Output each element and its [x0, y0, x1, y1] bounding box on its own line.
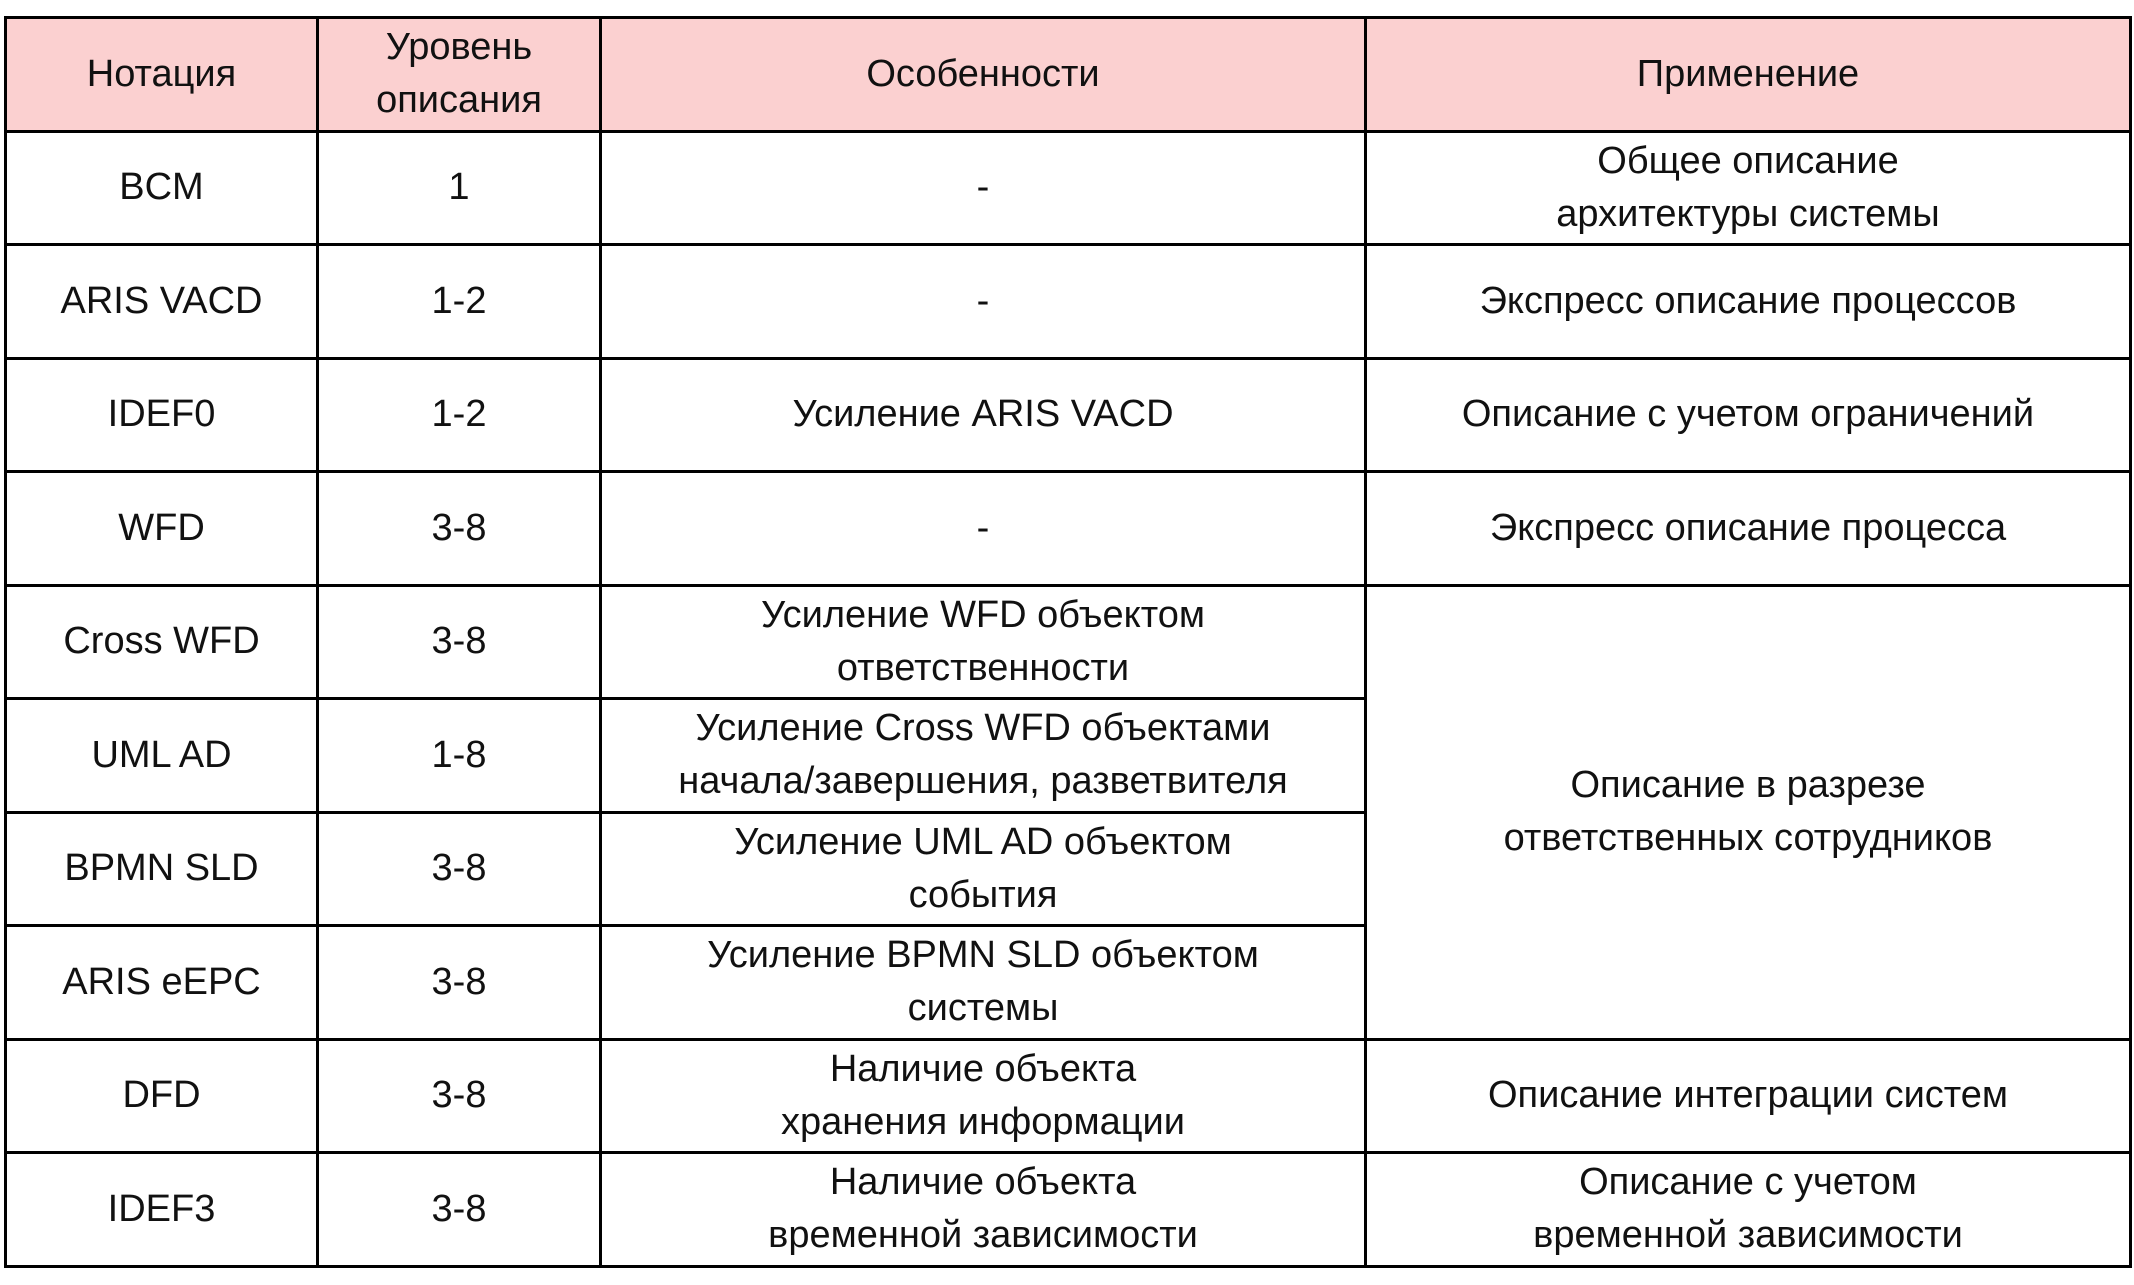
table-row — [6, 585, 2131, 699]
table-row — [6, 358, 2131, 472]
notation-cell: WFD — [6, 472, 318, 586]
level-cell: 1-2 — [318, 358, 601, 472]
notation-cell: IDEF0 — [6, 358, 318, 472]
features-cell: Усиление Cross WFD объектами начала/завершения, разветвителя — [601, 699, 1366, 813]
notation-cell: BCM — [6, 131, 318, 245]
header-row — [6, 18, 2131, 132]
features-cell: Усиление ARIS VACD — [601, 358, 1366, 472]
header-application: Применение — [1366, 18, 2131, 132]
notation-cell: DFD — [6, 1039, 318, 1153]
features-cell: Усиление WFD объектом ответственности — [601, 585, 1366, 699]
application-cell: Описание с учетом ограничений — [1366, 358, 2131, 472]
header-features: Особенности — [601, 18, 1366, 132]
table-row — [6, 472, 2131, 586]
level-cell: 1-8 — [318, 699, 601, 813]
notation-cell: Cross WFD — [6, 585, 318, 699]
features-cell: - — [601, 472, 1366, 586]
features-cell: - — [601, 245, 1366, 359]
features-cell: Наличие объекта временной зависимости — [601, 1153, 1366, 1267]
level-cell: 1 — [318, 131, 601, 245]
notation-cell: IDEF3 — [6, 1153, 318, 1267]
table-row — [6, 1153, 2131, 1267]
application-cell: Общее описание архитектуры системы — [1366, 131, 2131, 245]
application-cell: Экспресс описание процесса — [1366, 472, 2131, 586]
level-cell: 3-8 — [318, 585, 601, 699]
notation-cell: BPMN SLD — [6, 812, 318, 926]
application-cell-merged: Описание в разрезе ответственных сотрудников — [1366, 585, 2131, 1039]
notation-table — [4, 16, 2132, 1268]
features-cell: Наличие объекта хранения информации — [601, 1039, 1366, 1153]
notation-cell: ARIS eEPC — [6, 926, 318, 1040]
notation-cell: ARIS VACD — [6, 245, 318, 359]
notation-cell: UML AD — [6, 699, 318, 813]
level-cell: 3-8 — [318, 472, 601, 586]
header-level: Уровень описания — [318, 18, 601, 132]
level-cell: 3-8 — [318, 812, 601, 926]
application-cell: Описание с учетом временной зависимости — [1366, 1153, 2131, 1267]
level-cell: 3-8 — [318, 1153, 601, 1267]
features-cell: - — [601, 131, 1366, 245]
level-cell: 3-8 — [318, 1039, 601, 1153]
level-cell: 1-2 — [318, 245, 601, 359]
table-row — [6, 131, 2131, 245]
features-cell: Усиление BPMN SLD объектом системы — [601, 926, 1366, 1040]
table-row — [6, 245, 2131, 359]
application-cell: Описание интеграции систем — [1366, 1039, 2131, 1153]
level-cell: 3-8 — [318, 926, 601, 1040]
header-notation: Нотация — [6, 18, 318, 132]
table-row — [6, 1039, 2131, 1153]
notation-table-container — [4, 16, 2132, 1268]
features-cell: Усиление UML AD объектом события — [601, 812, 1366, 926]
application-cell: Экспресс описание процессов — [1366, 245, 2131, 359]
